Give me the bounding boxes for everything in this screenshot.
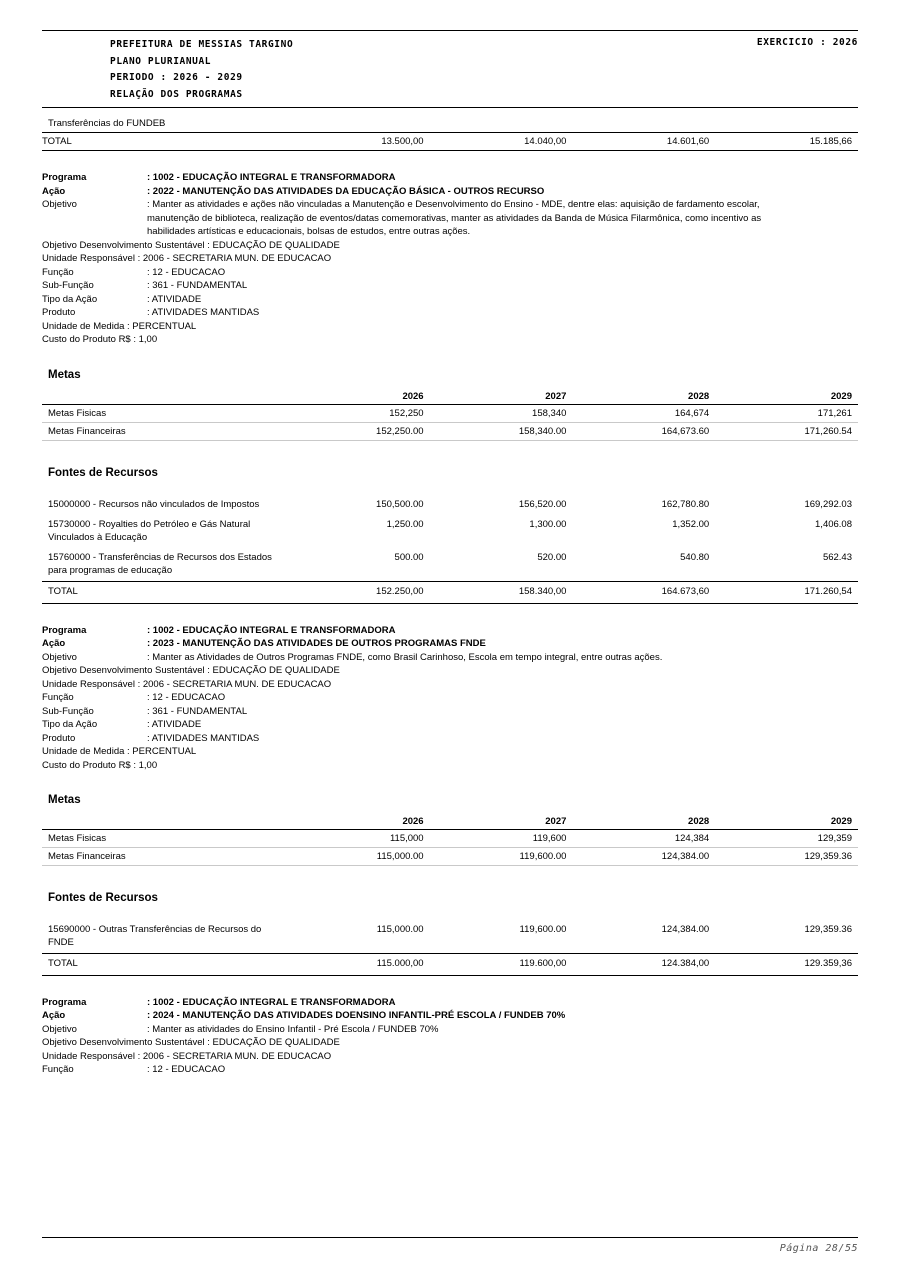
total-value: 115.000,00: [287, 954, 430, 976]
col-year: 2026: [287, 389, 430, 405]
cell-value: 124,384.00: [572, 848, 715, 866]
acao-value: : 2023 - MANUTENÇÃO DAS ATIVIDADES DE OUTROS PROGRAMAS FNDE: [147, 638, 486, 649]
funcao-label: Função: [42, 1064, 74, 1075]
cell-value: 156,520.00: [518, 498, 567, 510]
subfuncao-label: Sub-Função: [42, 280, 94, 291]
cell-value: 540.80: [680, 552, 710, 563]
subfuncao-value: : 361 - FUNDAMENTAL: [147, 705, 248, 717]
table-row: [42, 918, 858, 954]
table-row: [42, 830, 858, 848]
col-year: 2026: [287, 814, 430, 830]
fonte-label: 15760000 - Transferências de Recursos dos Estados para programas de educação: [48, 552, 272, 576]
top-fragment-note: Transferências do FUNDEB: [48, 118, 166, 129]
total-value: 15.185,66: [715, 133, 858, 151]
fontes-heading: Fontes de Recursos: [48, 892, 158, 904]
metas-financeiras-label: Metas Financeiras: [42, 422, 287, 440]
fontes-table: [42, 918, 858, 976]
tipo-acao-line: [42, 718, 858, 732]
header-period: PERIODO : 2026 - 2029: [110, 72, 243, 83]
program-block: [42, 624, 858, 976]
cell-value: 152,250: [287, 404, 430, 422]
cell-value: 562.43: [822, 552, 852, 563]
acao-line: [42, 185, 858, 199]
cell-value: 520.00: [537, 552, 567, 563]
cell-value: 500.00: [394, 552, 424, 563]
objetivo-line: [42, 651, 858, 665]
produto-label: Produto: [42, 307, 76, 318]
metas-financeiras-label: Metas Financeiras: [42, 848, 287, 866]
tipo-acao-value: : ATIVIDADE: [147, 719, 202, 730]
objetivo-line: [42, 198, 858, 212]
metas-table: [42, 389, 858, 441]
col-year: 2027: [430, 814, 573, 830]
cell-value: 1,406.08: [815, 519, 852, 530]
table-row: [42, 954, 858, 976]
col-label: [42, 814, 287, 830]
funcao-label: Função: [42, 266, 74, 278]
total-label: TOTAL: [42, 954, 287, 976]
total-value: 14.601,60: [572, 133, 715, 151]
table-row: [42, 493, 858, 516]
cell-value: 162,780.80: [661, 498, 710, 510]
acao-label: Ação: [42, 1010, 66, 1021]
metas-table: [42, 814, 858, 866]
tipo-acao-value: : ATIVIDADE: [147, 293, 202, 305]
custo-produto-line: Custo do Produto R$ : 1,00: [42, 334, 158, 345]
table-row: [42, 422, 858, 440]
total-value: 14.040,00: [430, 133, 573, 151]
metas-fisicas-label: Metas Fisicas: [42, 404, 287, 422]
cell-value: 129,359: [715, 830, 858, 848]
objetivo-value-cont: habilidades artísticas e educacionais, bolsas de estudos, entre outras ações.: [147, 226, 471, 237]
cell-value: 115,000.00: [287, 848, 430, 866]
total-value: 164.673,60: [572, 582, 715, 604]
total-label: TOTAL: [42, 133, 287, 151]
metas-fisicas-label: Metas Fisicas: [42, 830, 287, 848]
funcao-line: [42, 1063, 858, 1077]
col-year: 2027: [430, 389, 573, 405]
cell-value: 1,250.00: [386, 519, 424, 530]
table-header-row: [42, 389, 858, 405]
table-row: [42, 515, 858, 548]
metas-heading: Metas: [48, 794, 81, 806]
cell-value: 1,352.00: [672, 519, 710, 530]
objetivo-value: : Manter as atividades e ações não vinculadas a Manutenção e Desenvolvimento do Ensino - MDE, dentre elas: aquisição de fardamento escolar,: [147, 199, 760, 210]
ods-line: Objetivo Desenvolvimento Sustentável : EDUCAÇÃO DE QUALIDADE: [42, 239, 340, 251]
metas-heading: Metas: [48, 368, 81, 381]
page-number: Página 28/55: [779, 1243, 858, 1254]
tipo-acao-line: [42, 293, 858, 307]
cell-value: 158,340.00: [430, 422, 573, 440]
funcao-line: [42, 691, 858, 705]
col-year: 2028: [572, 814, 715, 830]
funcao-line: [42, 266, 858, 280]
header-exercicio: EXERCICIO : 2026: [756, 37, 858, 48]
total-value: 119.600,00: [430, 954, 573, 976]
fonte-label: 15690000 - Outras Transferências de Recursos do FNDE: [48, 924, 262, 948]
cell-value: 119,600: [430, 830, 573, 848]
cell-value: 164,673.60: [572, 422, 715, 440]
unidade-responsavel-line: Unidade Responsável : 2006 - SECRETARIA MUN. DE EDUCACAO: [42, 253, 332, 264]
cell-value: 171,261: [715, 404, 858, 422]
col-label: [42, 389, 287, 405]
col-year: 2029: [715, 814, 858, 830]
table-row: [42, 404, 858, 422]
objetivo-value: : Manter as Atividades de Outros Programas FNDE, como Brasil Carinhoso, Escola em tempo integral, entre outras ações.: [147, 651, 663, 663]
unidade-medida-line: Unidade de Medida : PERCENTUAL: [42, 746, 197, 757]
fontes-table: [42, 493, 858, 604]
tipo-acao-label: Tipo da Ação: [42, 293, 98, 305]
table-row: [42, 548, 858, 582]
total-value: 152.250,00: [287, 582, 430, 604]
programa-line: [42, 624, 858, 638]
programa-line: [42, 171, 858, 185]
programa-value: : 1002 - EDUCAÇÃO INTEGRAL E TRANSFORMADORA: [147, 624, 396, 636]
cell-value: 171,260.54: [715, 422, 858, 440]
subfuncao-label: Sub-Função: [42, 705, 94, 717]
objetivo-label: Objetivo: [42, 199, 77, 210]
header-listing: RELAÇÃO DOS PROGRAMAS: [110, 88, 243, 100]
ods-line: Objetivo Desenvolvimento Sustentável : EDUCAÇÃO DE QUALIDADE: [42, 665, 340, 676]
cell-value: 129,359.36: [804, 924, 852, 935]
funcao-value: : 12 - EDUCACAO: [147, 692, 226, 703]
tipo-acao-label: Tipo da Ação: [42, 719, 98, 730]
programa-line: [42, 996, 858, 1010]
subfuncao-line: [42, 279, 858, 293]
acao-value: : 2022 - MANUTENÇÃO DAS ATIVIDADES DA EDUCAÇÃO BÁSICA - OUTROS RECURSO: [147, 185, 545, 197]
fontes-heading: Fontes de Recursos: [48, 466, 158, 479]
acao-label: Ação: [42, 185, 66, 197]
unidade-medida-line: Unidade de Medida : PERCENTUAL: [42, 320, 197, 332]
funcao-label: Função: [42, 692, 74, 703]
programa-value: : 1002 - EDUCAÇÃO INTEGRAL E TRANSFORMADORA: [147, 172, 396, 183]
cell-value: 119,600.00: [430, 848, 573, 866]
cell-value: 152,250.00: [287, 422, 430, 440]
cell-value: 119,600.00: [519, 924, 567, 935]
programa-label: Programa: [42, 996, 87, 1008]
total-label: TOTAL: [42, 582, 287, 604]
produto-line: [42, 732, 858, 746]
cell-value: 164,674: [572, 404, 715, 422]
acao-line: [42, 637, 858, 651]
top-fragment-total-table: [42, 132, 858, 151]
cell-value: 129,359.36: [715, 848, 858, 866]
table-header-row: [42, 814, 858, 830]
document-header: [42, 30, 858, 108]
total-value: 13.500,00: [287, 133, 430, 151]
produto-line: [42, 306, 858, 320]
header-plan: PLANO PLURIANUAL: [110, 55, 212, 67]
unidade-responsavel-line: Unidade Responsável : 2006 - SECRETARIA MUN. DE EDUCACAO: [42, 678, 332, 690]
fonte-label: 15000000 - Recursos não vinculados de Impostos: [48, 498, 260, 510]
funcao-value: : 12 - EDUCACAO: [147, 1064, 226, 1075]
program-block: [42, 171, 858, 604]
unidade-responsavel-line: Unidade Responsável : 2006 - SECRETARIA MUN. DE EDUCACAO: [42, 1050, 332, 1062]
cell-value: 1,300.00: [529, 519, 567, 530]
cell-value: 158,340: [430, 404, 573, 422]
cell-value: 124,384: [572, 830, 715, 848]
custo-produto-line: Custo do Produto R$ : 1,00: [42, 759, 158, 771]
fonte-label: 15730000 - Royalties do Petróleo e Gás Natural Vinculados à Educação: [48, 519, 251, 543]
produto-label: Produto: [42, 732, 76, 744]
cell-value: 115,000: [287, 830, 430, 848]
total-value: 124.384,00: [572, 954, 715, 976]
programa-label: Programa: [42, 172, 87, 183]
subfuncao-line: [42, 705, 858, 719]
objetivo-label: Objetivo: [42, 651, 77, 663]
table-row: [42, 582, 858, 604]
cell-value: 124,384.00: [661, 924, 710, 935]
cell-value: 150,500.00: [376, 498, 424, 510]
ods-line: Objetivo Desenvolvimento Sustentável : EDUCAÇÃO DE QUALIDADE: [42, 1037, 340, 1048]
objetivo-value-cont: manutenção de biblioteca, realização de eventos/datas comemorativas, manter as atividades da Banda de Música Filarmônica, como incentivo as: [147, 212, 762, 224]
cell-value: 115,000.00: [376, 924, 424, 935]
subfuncao-value: : 361 - FUNDAMENTAL: [147, 280, 248, 291]
funcao-value: : 12 - EDUCACAO: [147, 266, 226, 278]
acao-value: : 2024 - MANUTENÇÃO DAS ATIVIDADES DOENSINO INFANTIL-PRÉ ESCOLA / FUNDEB 70%: [147, 1010, 566, 1021]
objetivo-label: Objetivo: [42, 1023, 77, 1035]
objetivo-value: : Manter as atividades do Ensino Infantil - Pré Escola / FUNDEB 70%: [147, 1023, 439, 1035]
total-value: 158.340,00: [430, 582, 573, 604]
page-footer: [42, 1237, 858, 1254]
produto-value: : ATIVIDADES MANTIDAS: [147, 307, 260, 318]
acao-label: Ação: [42, 638, 66, 649]
table-row: [42, 848, 858, 866]
programa-label: Programa: [42, 624, 87, 636]
header-entity: PREFEITURA DE MESSIAS TARGINO: [110, 39, 294, 50]
acao-line: [42, 1009, 858, 1023]
col-year: 2029: [715, 389, 858, 405]
cell-value: 169,292.03: [804, 498, 852, 510]
total-value: 171.260,54: [715, 582, 858, 604]
program-block: [42, 996, 858, 1077]
total-value: 129.359,36: [715, 954, 858, 976]
produto-value: : ATIVIDADES MANTIDAS: [147, 732, 260, 744]
programa-value: : 1002 - EDUCAÇÃO INTEGRAL E TRANSFORMADORA: [147, 996, 396, 1008]
table-row: [42, 133, 858, 151]
objetivo-line: [42, 1023, 858, 1037]
col-year: 2028: [572, 389, 715, 405]
